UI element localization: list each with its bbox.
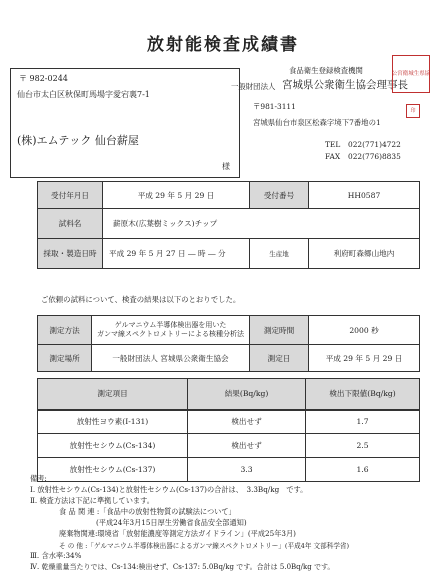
result-item: 放射性セシウム(Cs-137) xyxy=(38,458,188,482)
note-line-6: そ の 他 :「ゲルマニウム半導体検出器によるガンマ線スペクトロメトリー」(平成4年 文部科学省) xyxy=(59,542,350,550)
table-row xyxy=(38,434,420,458)
origin-label: 生産地 xyxy=(250,239,309,269)
notes-heading: 備考: xyxy=(30,474,47,483)
note-line-4: (平成24年3月15日厚生労働省食品安全部通知) xyxy=(96,518,247,527)
document-title: 放射能検査成績書 xyxy=(147,35,299,55)
method-line-2: ガンマ線スペクトロメトリーによる核種分析法 xyxy=(97,330,244,338)
tel-value: 022(771)4722 xyxy=(348,140,401,149)
lab-postal: 〒981-3111 xyxy=(253,102,296,111)
result-value: 3.3 xyxy=(188,458,306,482)
org-name: 宮城県公衆衛生協会理事長 xyxy=(282,79,408,91)
results-table xyxy=(37,378,420,482)
date-label: 測定日 xyxy=(250,345,309,372)
note-line-8: Ⅳ. 乾燥重量当たりでは、Cs-134:検出せず、Cs-137: 5.0Bq/kg です。合計は 5.0Bq/kg です。 xyxy=(30,563,335,571)
received-date-label: 受付年月日 xyxy=(38,182,103,209)
receipt-no-label: 受付番号 xyxy=(250,182,309,209)
result-value: 検出せず xyxy=(188,434,306,458)
time-label: 測定時間 xyxy=(250,316,309,345)
method-table xyxy=(37,315,420,372)
time-value: 2000 秒 xyxy=(309,316,420,345)
small-seal-text: 印 xyxy=(410,107,416,114)
note-line-5: 廃棄物関連:環境省「放射能濃度等測定方法ガイドライン」(平成25年3月) xyxy=(59,529,296,538)
results-header-item: 測定項目 xyxy=(38,379,188,410)
official-seal xyxy=(392,55,430,93)
receipt-no: HH0587 xyxy=(309,182,420,209)
lab-address: 宮城県仙台市泉区松森字境下7番地の1 xyxy=(253,118,381,127)
result-value: 検出せず xyxy=(188,410,306,434)
results-header-limit: 検出下限値(Bq/kg) xyxy=(306,379,420,410)
note-line-2: Ⅱ. 検査方法は下記に準拠しています。 xyxy=(30,496,154,505)
method-value xyxy=(92,316,250,345)
results-header-result: 結果(Bq/kg) xyxy=(188,379,306,410)
origin: 利府町森郷山地内 xyxy=(309,239,420,269)
result-item: 放射性セシウム(Cs-134) xyxy=(38,434,188,458)
recipient-box xyxy=(10,68,240,178)
note-line-3: 食 品 関 連 :「食品中の放射性物質の試験法について」 xyxy=(59,507,236,516)
recipient-honorific: 様 xyxy=(222,162,230,171)
seal-text: 公宮衛城生県協 xyxy=(391,70,431,77)
result-limit: 2.5 xyxy=(306,434,420,458)
sample-name: 薪原木(広葉樹ミックス)チップ xyxy=(103,209,420,239)
note-line-1: Ⅰ. 放射性セシウム(Cs-134)と放射性セシウム(Cs-137)の合計は、 3.3Bq/kg です。 xyxy=(30,485,308,494)
collection-label: 採取・製造日時 xyxy=(38,239,103,269)
sample-name-label: 試料名 xyxy=(38,209,103,239)
fax-label: FAX xyxy=(325,152,341,161)
note-line-7: Ⅲ. 含水率:34% xyxy=(30,551,82,560)
tel-label: TEL xyxy=(325,140,341,149)
result-limit: 1.6 xyxy=(306,458,420,482)
fax-value: 022(776)8835 xyxy=(348,152,401,161)
recipient-postal: 〒 982-0244 xyxy=(19,74,68,83)
small-seal xyxy=(406,104,420,118)
result-item: 放射性ヨウ素(I-131) xyxy=(38,410,188,434)
result-limit: 1.7 xyxy=(306,410,420,434)
org-prefix: 一般財団法人 xyxy=(231,82,276,91)
method-label: 測定方法 xyxy=(38,316,92,345)
sample-info-table xyxy=(37,181,420,269)
table-row xyxy=(38,458,420,482)
place-label: 測定場所 xyxy=(38,345,92,372)
table-row xyxy=(38,410,420,434)
place-value: 一般財団法人 宮城県公衆衛生協会 xyxy=(92,345,250,372)
intro-text: ご依頼の試料について、検査の結果は以下のとおりでした。 xyxy=(41,295,241,304)
recipient-address: 仙台市太白区秋保町馬場字愛宕裏7-1 xyxy=(17,90,150,99)
method-line-1: ゲルマニウム半導体検出器を用いた xyxy=(114,321,227,329)
recipient-name: (株)エムテック 仙台薪屋 xyxy=(17,134,139,147)
date-value: 平成 29 年 5 月 29 日 xyxy=(309,345,420,372)
received-date: 平成 29 年 5 月 29 日 xyxy=(103,182,250,209)
registration-label: 食品衛生登録検査機関 xyxy=(289,66,363,75)
collection-date: 平成 29 年 5 月 27 日 ― 時 ― 分 xyxy=(103,239,250,269)
